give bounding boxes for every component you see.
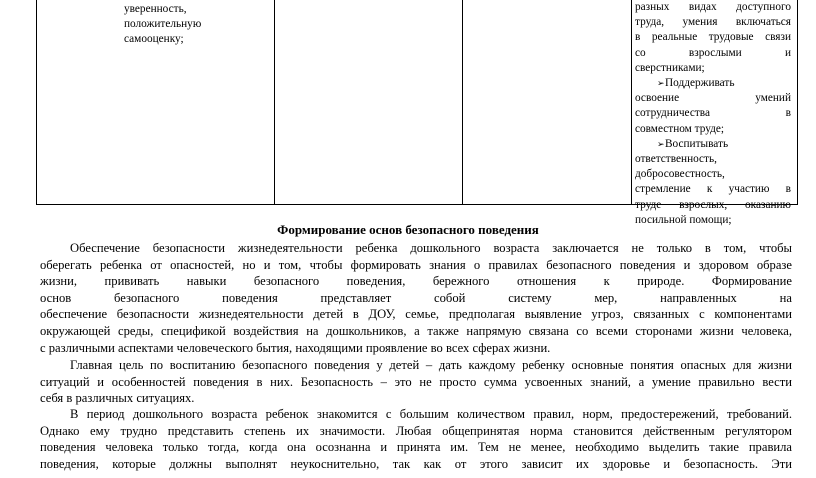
- bullet-item: ➢ Поддерживать: [635, 76, 791, 91]
- table-cell-goals: [124, 2, 272, 48]
- table-border-left: [36, 0, 37, 205]
- table-border: [274, 0, 275, 205]
- cell-text-line: освоение умений: [635, 92, 791, 105]
- paragraph-line: с различными аспектами человеческого бытия, находящими проявление во всех сферах жизни.: [40, 340, 551, 355]
- cell-text-line: сотрудничества в: [635, 107, 791, 120]
- paragraph-line: В период дошкольного возраста ребенок знакомится с большим количеством правил, норм, предостережений, требований.: [70, 407, 792, 421]
- paragraph-line: себя в различных ситуациях.: [40, 391, 195, 406]
- paragraph-line: Главная цель по воспитанию безопасного поведения у детей – дать каждому ребенку основные понятия опасных для жизни: [70, 358, 792, 372]
- cell-text-line: в реальные трудовые связи: [635, 31, 791, 44]
- cell-text-line: труде взрослых, оказанию: [635, 198, 791, 211]
- paragraph-line: окружающей среды, спецификой воздействия на дошкольников, а также напрямую связана со всеми сторонами жизни человека,: [40, 323, 792, 338]
- cell-text-line: положительную: [124, 18, 202, 31]
- cell-text-line: труда, умения включаться: [635, 16, 791, 29]
- paragraph-line: оберегать ребенка от опасностей, но и том, чтобы формировать знания о правилах безопасного поведения и здоровом образе: [40, 257, 792, 272]
- cell-text-line: самооценку;: [124, 33, 184, 46]
- table-border: [462, 0, 463, 205]
- cell-text-line: совместном труде;: [635, 122, 725, 135]
- cell-text-line: посильной помощи;: [635, 213, 732, 226]
- paragraph-line: поведения, которые должны выполнят неукоснительно, так как от этого зависит их здоровье и безопасность. Эти: [40, 456, 792, 471]
- paragraph-line: жизни, прививать навыки безопасного поведения, бережного отношения к природе. Формирование: [40, 274, 792, 289]
- arrow-bullet-icon: ➢: [657, 78, 665, 89]
- paragraph: [40, 406, 792, 472]
- bullet-item: ➢ Воспитывать: [635, 137, 791, 152]
- paragraph: [40, 357, 792, 407]
- paragraph: [40, 240, 792, 356]
- cell-text-line: сверстниками;: [635, 61, 705, 74]
- paragraph-line: Однако ему трудно представить степень их значимости. Любая общепринятая норма становится действенным регулятором: [40, 423, 792, 438]
- paragraph-line: поведения человека только тогда, когда она осознанна и принята им. Тем не менее, необходимо выделить такие правила: [40, 440, 792, 455]
- cell-text-line: уверенность,: [124, 3, 187, 15]
- arrow-bullet-icon: ➢: [657, 138, 665, 149]
- table-fragment: [36, 0, 798, 226]
- paragraph-line: ситуаций и особенностей поведения в них. Безопасность – это не просто сумма усвоенных знаний, а умение правильно вести: [40, 374, 792, 389]
- section-title: Формирование основ безопасного поведения: [277, 222, 539, 237]
- paragraph-line: основ безопасного поведения представляет собой систему мер, направленных на: [40, 290, 792, 305]
- cell-text-line: разных видах доступного: [635, 1, 791, 13]
- table-cell-tasks: [635, 0, 791, 228]
- paragraph-line: обеспечение безопасности жизнедеятельности детей в ДОУ, семье, предполагая выявление угроз, связанных с компонентами: [40, 307, 792, 322]
- paragraph-line: Обеспечение безопасности жизнедеятельности ребенка дошкольного возраста заключается не только в том, чтобы: [70, 241, 792, 255]
- cell-text-line: стремление к участию в: [635, 183, 791, 196]
- cell-text-line: добросовестность,: [635, 168, 725, 181]
- table-border: [631, 0, 632, 205]
- table-border-right: [797, 0, 798, 205]
- cell-text-line: со взрослыми и: [635, 46, 791, 59]
- cell-text-line: ответственность,: [635, 153, 717, 166]
